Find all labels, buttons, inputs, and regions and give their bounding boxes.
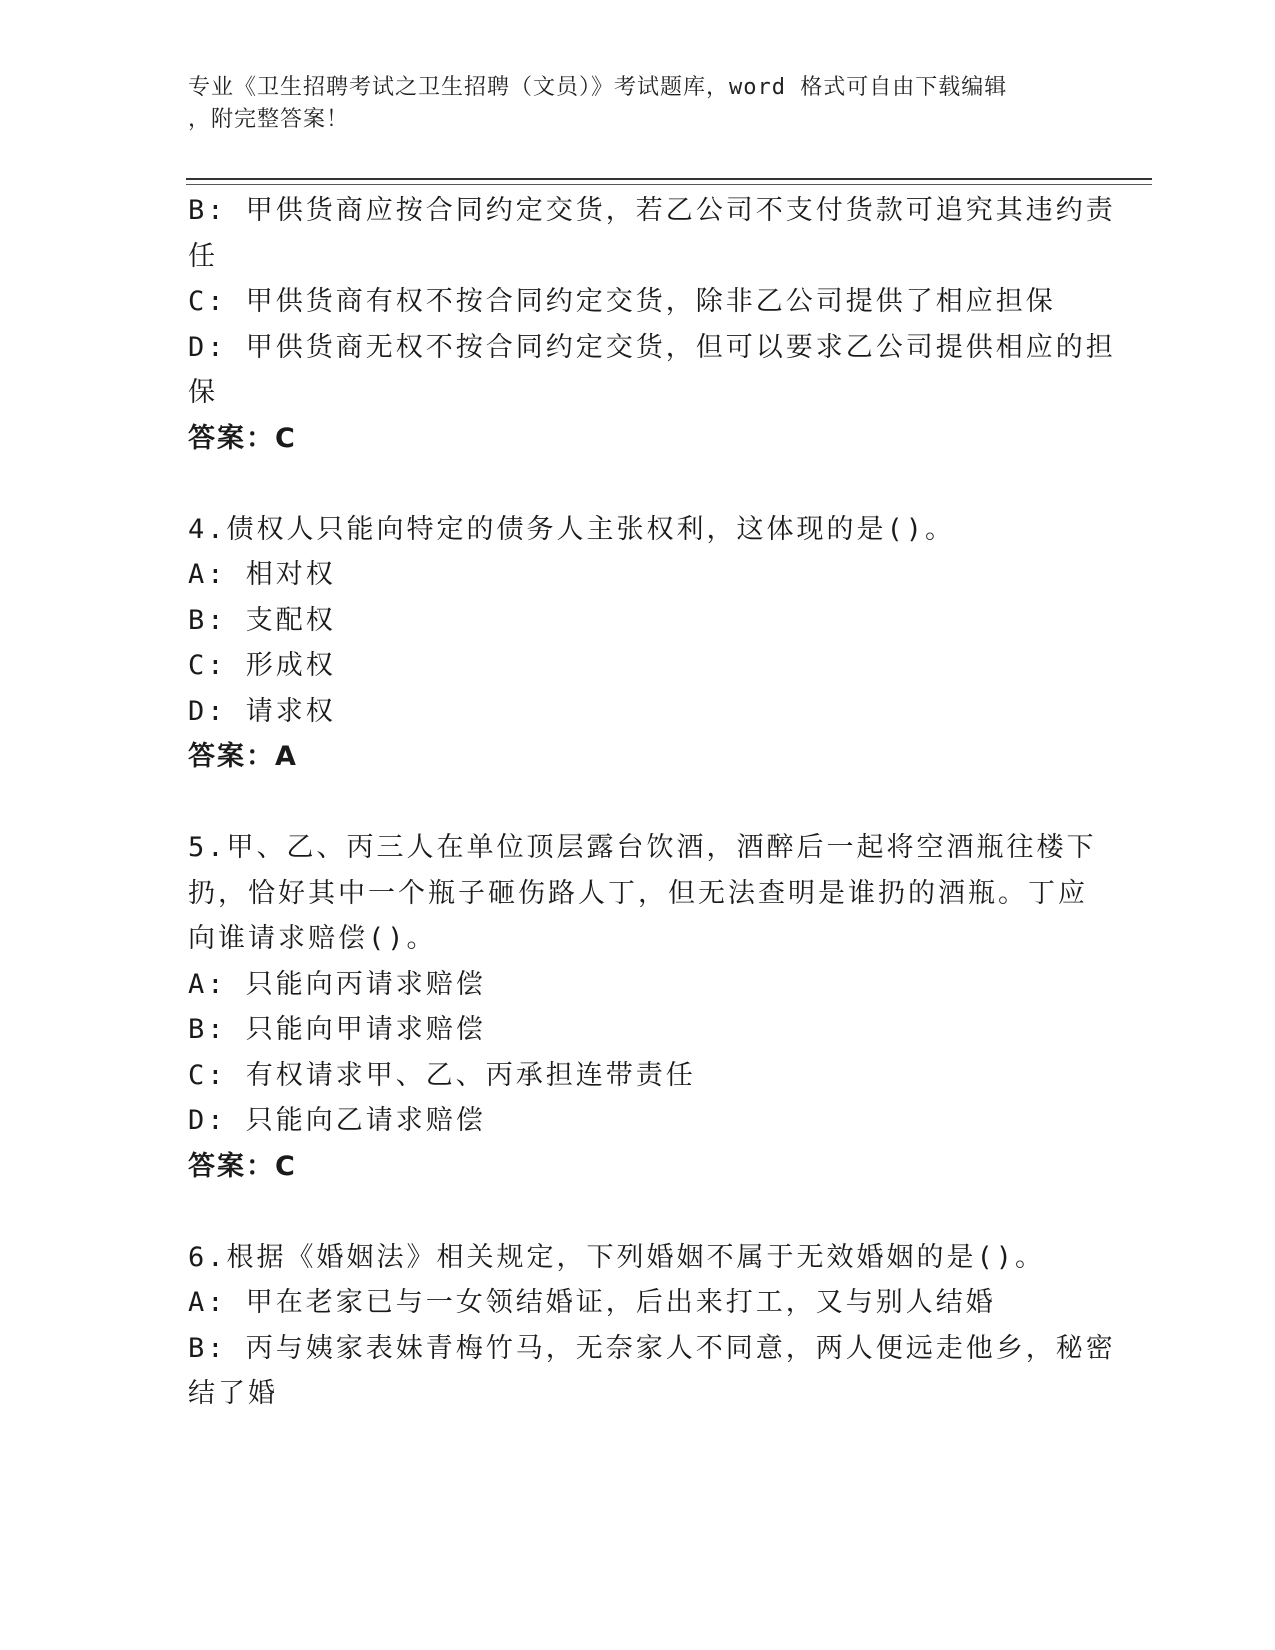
option-a: A: 只能向丙请求赔偿 (188, 968, 486, 1000)
option-a: A: 相对权 (188, 559, 336, 590)
option-b-line-1: B: 甲供货商应按合同约定交货，若乙公司不支付货款可追究其违约责 (188, 195, 1116, 226)
answer-label: 答案：C (188, 422, 297, 454)
question-stem-line-2: 扔，恰好其中一个瓶子砸伤路人丁，但无法查明是谁扔的酒瓶。丁应 (188, 877, 1088, 909)
question-stem-line-3: 向谁请求赔偿()。 (188, 923, 437, 954)
question-stem-line-1: 5.甲、乙、丙三人在单位顶层露台饮酒，酒醉后一起将空酒瓶往楼下 (188, 832, 1097, 863)
answer-label: 答案：A (188, 741, 298, 772)
question-stem: 6.根据《婚姻法》相关规定，下列婚姻不属于无效婚姻的是()。 (188, 1241, 1046, 1273)
header-divider-thick (186, 178, 1152, 180)
header-line-1: 专业《卫生招聘考试之卫生招聘（文员）》考试题库，word 格式可自由下载编辑 (188, 75, 1008, 100)
option-c: C: 有权请求甲、乙、丙承担连带责任 (188, 1059, 696, 1091)
option-d-line-2: 保 (188, 377, 218, 408)
question-3-tail (188, 188, 1116, 461)
page-header (188, 72, 1088, 136)
option-b: B: 支配权 (188, 604, 336, 636)
option-d-line-1: D: 甲供货商无权不按合同约定交货，但可以要求乙公司提供相应的担 (188, 331, 1116, 363)
answer-label: 答案：C (188, 1150, 297, 1182)
header-divider-thin (186, 184, 1152, 185)
question-stem: 4.债权人只能向特定的债务人主张权利，这体现的是()。 (188, 513, 956, 545)
option-d: D: 请求权 (188, 695, 336, 727)
option-a: A: 甲在老家已与一女领结婚证，后出来打工，又与别人结婚 (188, 1287, 996, 1318)
question-6 (188, 1235, 1116, 1417)
spacer (188, 461, 1088, 507)
option-d: D: 只能向乙请求赔偿 (188, 1105, 486, 1136)
option-b-line-2: 结了婚 (188, 1378, 278, 1409)
question-5 (188, 825, 1097, 1189)
option-c: C: 甲供货商有权不按合同约定交货，除非乙公司提供了相应担保 (188, 286, 1056, 317)
spacer (188, 1189, 1088, 1235)
option-b-line-2: 任 (188, 240, 218, 272)
option-b-line-1: B: 丙与姨家表妹青梅竹马，无奈家人不同意，两人便远走他乡，秘密 (188, 1332, 1116, 1364)
header-line-2: ，附完整答案！ (188, 107, 350, 132)
option-c: C: 形成权 (188, 650, 336, 681)
question-content (188, 188, 1116, 1417)
question-4 (188, 507, 1088, 780)
spacer (188, 780, 1088, 826)
option-b: B: 只能向甲请求赔偿 (188, 1014, 486, 1045)
